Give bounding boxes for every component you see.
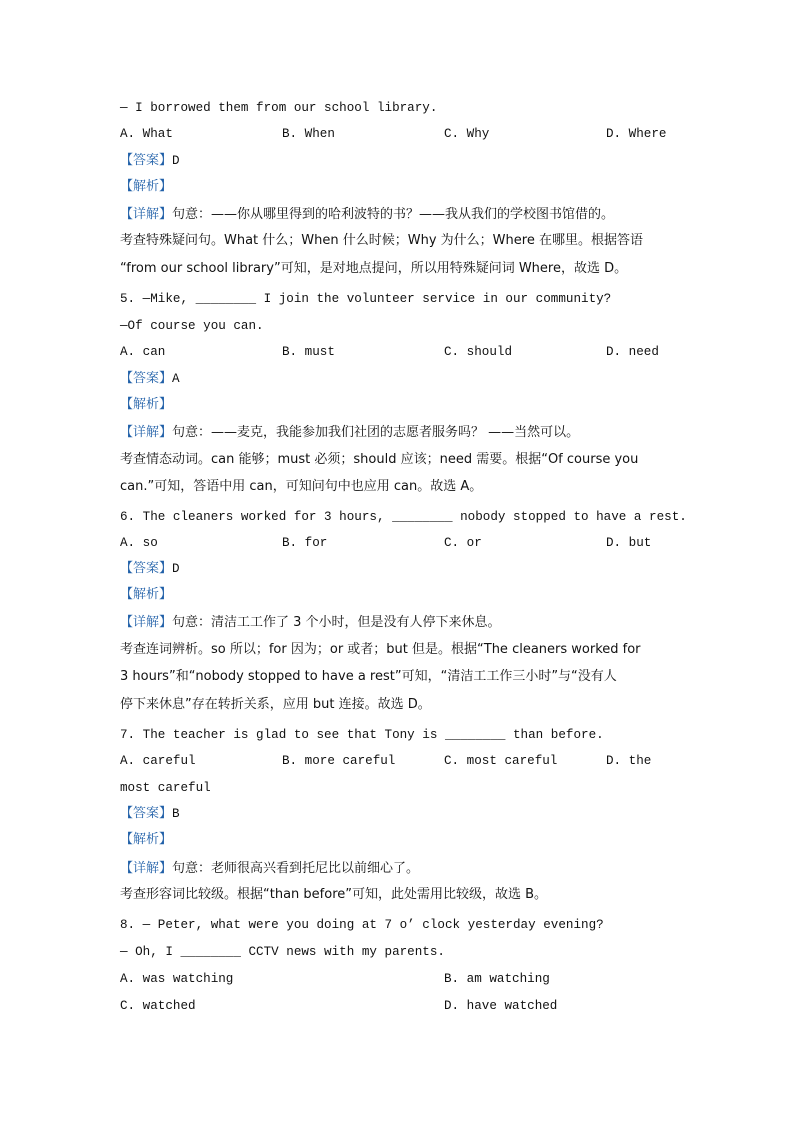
q6-option-d: D. but	[606, 536, 652, 550]
q7-stem: 7. The teacher is glad to see that Tony is ________ than before.	[120, 728, 604, 742]
q8-option-d: D. have watched	[444, 999, 558, 1013]
q4-detail-2: 考查特殊疑问句。What 什么；When 什么时候；Why 为什么；Where 在哪里。根据答语	[120, 233, 643, 248]
q4-option-b: B. When	[282, 127, 335, 141]
q7-analysis-tag: 【解析】	[120, 832, 173, 847]
q7-detail-1: 【详解】句意：老师很高兴看到托尼比以前细心了。	[120, 861, 420, 876]
q5-detail-1: 【详解】句意：——麦克，我能参加我们社团的志愿者服务吗？ ——当然可以。	[120, 425, 580, 440]
q8-option-c: C. watched	[120, 999, 196, 1013]
q7-option-c: C. most careful	[444, 754, 558, 768]
q8-stem: 8. — Peter, what were you doing at 7 o’ clock yesterday evening?	[120, 918, 604, 932]
q4-answer-line: — I borrowed them from our school library.	[120, 101, 438, 115]
q6-detail-1: 【详解】句意：清洁工工作了 3 个小时，但是没有人停下来休息。	[120, 615, 501, 630]
q6-option-c: C. or	[444, 536, 482, 550]
q8-option-a: A. was watching	[120, 972, 234, 986]
q6-detail-4: 停下来休息”存在转折关系，应用 but 连接。故选 D。	[120, 697, 431, 712]
q4-answer: 【答案】D	[120, 153, 180, 168]
q4-analysis-tag: 【解析】	[120, 179, 173, 194]
q7-option-d: D. the	[606, 754, 652, 768]
q7-option-b: B. more careful	[282, 754, 396, 768]
q4-option-a: A. What	[120, 127, 173, 141]
q7-option-a: A. careful	[120, 754, 196, 768]
q6-answer: 【答案】D	[120, 561, 180, 576]
q5-option-d: D. need	[606, 345, 659, 359]
q4-detail-1: 【详解】句意：——你从哪里得到的哈利波特的书？——我从我们的学校图书馆借的。	[120, 207, 615, 222]
q6-detail-3: 3 hours”和“nobody stopped to have a rest”可知，“清洁工工作三小时”与“没有人	[120, 669, 617, 684]
q4-option-d: D. Where	[606, 127, 667, 141]
q5-detail-2: 考查情态动词。can 能够；must 必须；should 应该；need 需要。根据“Of course you	[120, 452, 639, 467]
q6-stem: 6. The cleaners worked for 3 hours, ________ nobody stopped to have a rest.	[120, 510, 687, 524]
q5-reply: —Of course you can.	[120, 319, 264, 333]
q6-detail-2: 考查连词辨析。so 所以；for 因为；or 或者；but 但是。根据“The cleaners worked for	[120, 642, 641, 657]
q8-reply: — Oh, I ________ CCTV news with my parents.	[120, 945, 445, 959]
q6-option-a: A. so	[120, 536, 158, 550]
q6-option-b: B. for	[282, 536, 328, 550]
q7-option-d-continued: most careful	[120, 781, 211, 795]
q4-detail-3: “from our school library”可知，是对地点提问，所以用特殊疑问词 Where，故选 D。	[120, 261, 628, 276]
q5-option-a: A. can	[120, 345, 166, 359]
q7-answer: 【答案】B	[120, 806, 180, 821]
q7-detail-2: 考查形容词比较级。根据“than before”可知，此处需用比较级，故选 B。	[120, 887, 548, 902]
q5-answer: 【答案】A	[120, 371, 180, 386]
q8-option-b: B. am watching	[444, 972, 550, 986]
q5-detail-3: can.”可知，答语中用 can，可知问句中也应用 can。故选 A。	[120, 479, 483, 494]
q5-option-b: B. must	[282, 345, 335, 359]
q5-analysis-tag: 【解析】	[120, 397, 173, 412]
q5-stem: 5. —Mike, ________ I join the volunteer service in our community?	[120, 292, 612, 306]
q6-analysis-tag: 【解析】	[120, 587, 173, 602]
q4-option-c: C. Why	[444, 127, 490, 141]
q5-option-c: C. should	[444, 345, 513, 359]
